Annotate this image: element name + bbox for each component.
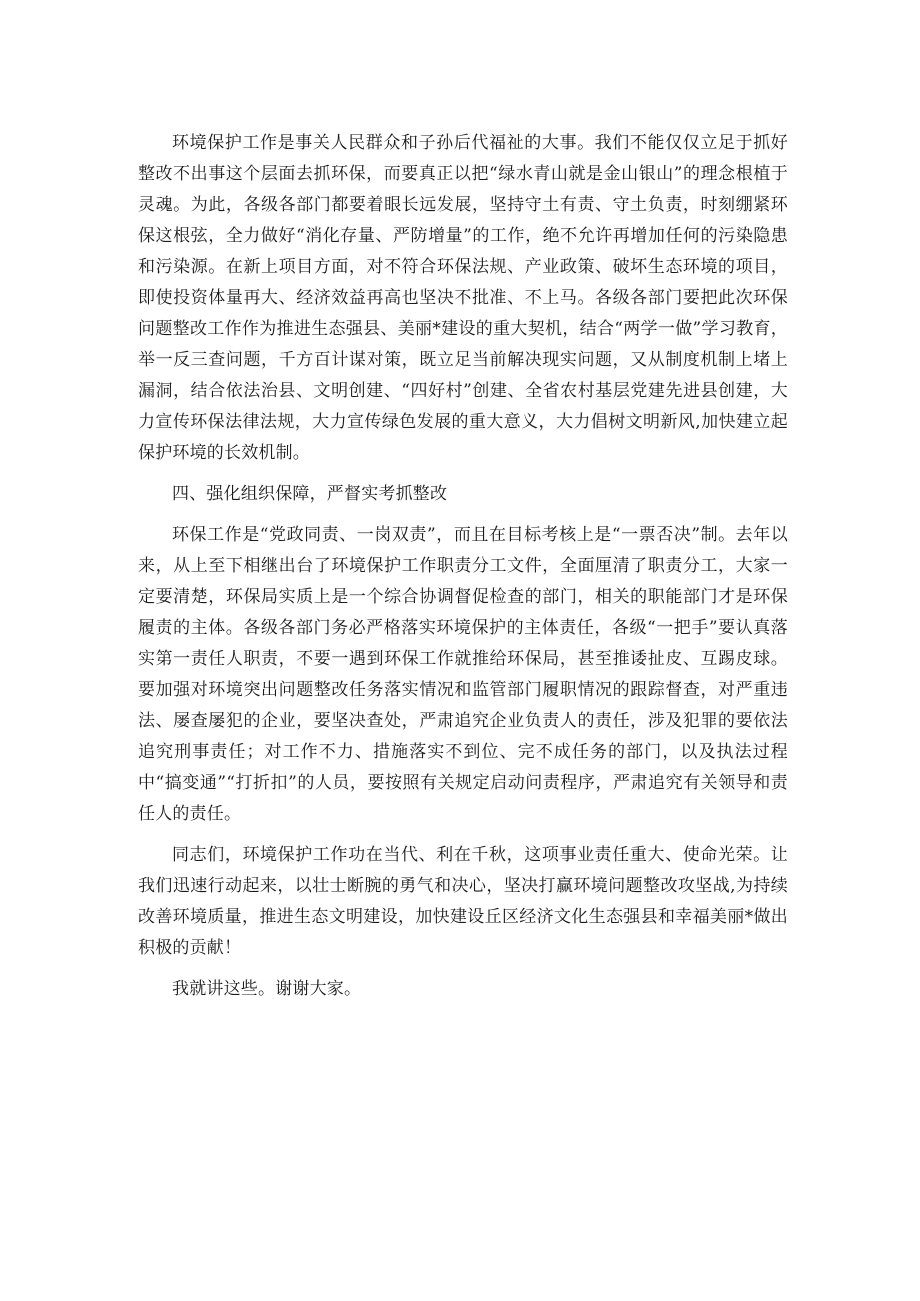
paragraph-closing: 我就讲这些。谢谢大家。 xyxy=(172,979,362,999)
section-heading: 四、强化组织保障，严督实考抓整改 xyxy=(172,484,448,504)
document-body xyxy=(138,128,788,1015)
paragraph-call-to-action: 同志们，环境保护工作功在当代、利在千秋，这项事业责任重大、使命光荣。让我们迅速行动起来，以壮士断腕的勇气和决心，坚决打赢环境问题整改攻坚战,为持续改善环境质量，推进生态文明建设，加快建设丘区经济文化生态强县和幸福美丽*做出积极的贡献！ xyxy=(138,845,788,958)
paragraph-environmental-protection: 环境保护工作是事关人民群众和子孙后代福祉的大事。我们不能仅仅立足于抓好整改不出事这个层面去抓环保，而要真正以把“绿水青山就是金山银山”的理念根植于灵魂。为此，各级各部门都要着眼长远发展，坚持守土有责、守土负责，时刻绷紧环保这根弦，全力做好“消化存量、严防增量”的工作，绝不允许再增加任何的污染隐患和污染源。在新上项目方面，对不符合环保法规、产业政策、破坏生态环境的项目，即使投资体量再大、经济效益再高也坚决不批准、不上马。各级各部门要把此次环保问题整改工作作为推进生态强县、美丽*建设的重大契机，结合“两学一做”学习教育，举一反三查问题，千方百计谋对策，既立足当前解决现实问题，又从制度机制上堵上漏洞，结合依法治县、文明创建、“四好村”创建、全省农村基层党建先进县创建，大力宣传环保法律法规，大力宣传绿色发展的重大意义，大力倡树文明新风,加快建立起保护环境的长效机制。 xyxy=(138,133,788,463)
paragraph-responsibility: 环保工作是“党政同责、一岗双责”，而且在目标考核上是“一票否决”制。去年以来，从上至下相继出台了环境保护工作职责分工文件，全面厘清了职责分工，大家一定要清楚，环保局实质上是一个综合协调督促检查的部门，相关的职能部门才是环保履责的主体。各级各部门务必严格落实环境保护的主体责任，各级“一把手”要认真落实第一责任人职责，不要一遇到环保工作就推给环保局，甚至推诿扯皮、互踢皮球。要加强对环境突出问题整改任务落实情况和监管部门履职情况的跟踪督查，对严重违法、屡查屡犯的企业，要坚决查处，严肃追究企业负责人的责任，涉及犯罪的要依法追究刑事责任；对工作不力、措施落实不到位、完不成任务的部门，以及执法过程中“搞变通”“打折扣”的人员，要按照有关规定启动问责程序，严肃追究有关领导和责任人的责任。 xyxy=(138,525,788,824)
